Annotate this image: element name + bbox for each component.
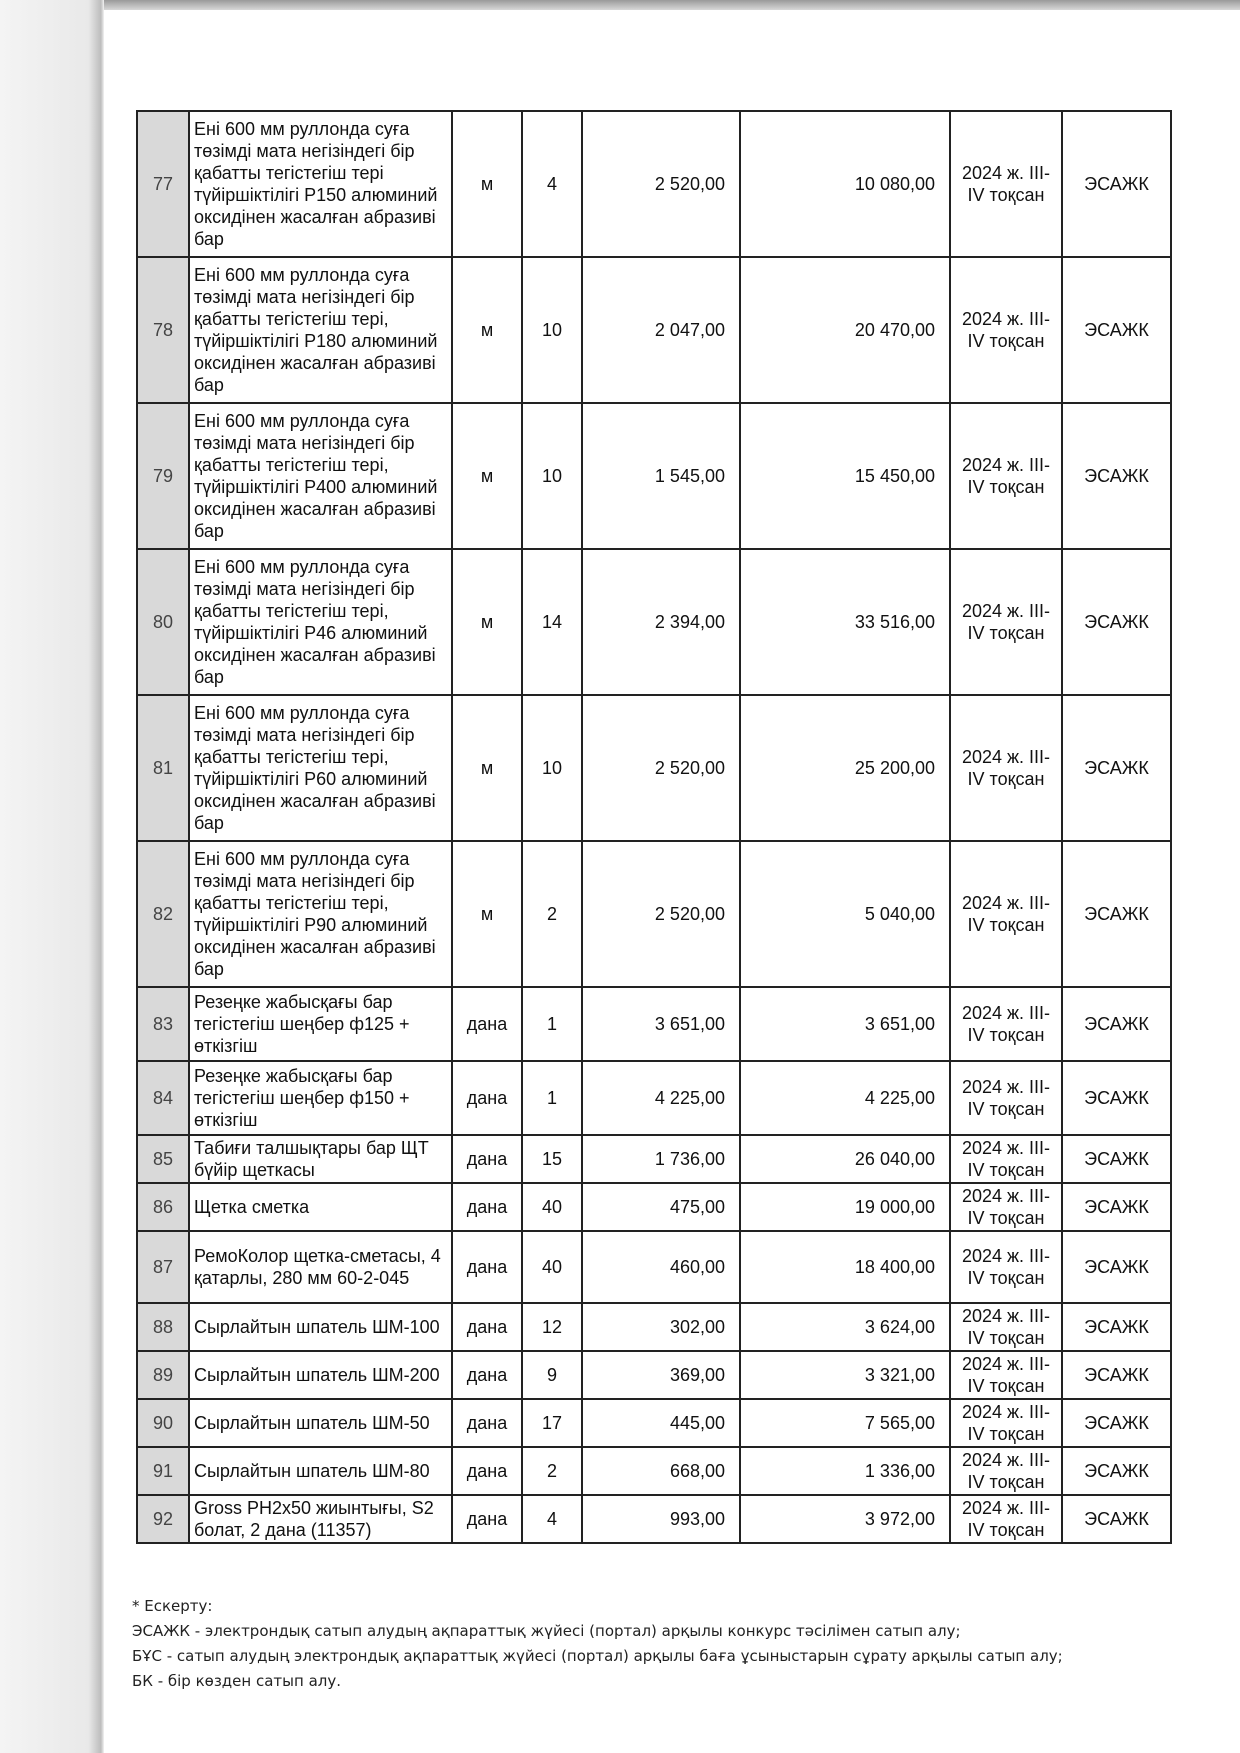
- cell-row-number: 77: [137, 111, 189, 257]
- cell-total-amount: 19 000,00: [740, 1183, 950, 1231]
- footnote-title: * Ескерту:: [132, 1597, 213, 1615]
- cell-item-name: Сырлайтын шпатель ШМ-200: [189, 1351, 452, 1399]
- table-row: [137, 1135, 1171, 1183]
- table-row: [137, 695, 1171, 841]
- cell-unit-price: 369,00: [582, 1351, 740, 1399]
- footnote-line-esazhk: ЭСАЖК - электрондық сатып алудың ақпараттық жүйесі (портал) арқылы конкурс тәсілімен сатып алу;: [132, 1622, 961, 1640]
- cell-delivery-period: 2024 ж. III-IV тоқсан: [950, 403, 1062, 549]
- cell-total-amount: 3 321,00: [740, 1351, 950, 1399]
- cell-quantity: 14: [522, 549, 582, 695]
- cell-item-name: Щетка сметка: [189, 1183, 452, 1231]
- table-body: [137, 111, 1171, 1543]
- cell-total-amount: 7 565,00: [740, 1399, 950, 1447]
- table-row: [137, 1447, 1171, 1495]
- cell-total-amount: 25 200,00: [740, 695, 950, 841]
- cell-item-name: Ені 600 мм руллонда суға төзімді мата негізіндегі бір қабатты тегістегіш тері, түйіршіктілігі P46 алюминий оксидінен жасалған абразиві бар: [189, 549, 452, 695]
- cell-quantity: 9: [522, 1351, 582, 1399]
- cell-unit: дана: [452, 1183, 522, 1231]
- cell-unit-price: 2 520,00: [582, 695, 740, 841]
- cell-item-name: РемоКолор щетка-сметасы, 4 қатарлы, 280 мм 60-2-045: [189, 1231, 452, 1303]
- cell-row-number: 91: [137, 1447, 189, 1495]
- scan-edge-top: [0, 0, 1240, 10]
- cell-unit: дана: [452, 1135, 522, 1183]
- cell-procurement-method: ЭСАЖК: [1062, 1495, 1171, 1543]
- cell-unit: дана: [452, 1495, 522, 1543]
- cell-row-number: 84: [137, 1061, 189, 1135]
- cell-row-number: 78: [137, 257, 189, 403]
- cell-total-amount: 3 624,00: [740, 1303, 950, 1351]
- cell-unit: дана: [452, 1351, 522, 1399]
- cell-procurement-method: ЭСАЖК: [1062, 549, 1171, 695]
- cell-delivery-period: 2024 ж. III-IV тоқсан: [950, 1495, 1062, 1543]
- cell-total-amount: 33 516,00: [740, 549, 950, 695]
- table-row: [137, 1399, 1171, 1447]
- cell-procurement-method: ЭСАЖК: [1062, 403, 1171, 549]
- cell-unit: дана: [452, 1447, 522, 1495]
- cell-item-name: Сырлайтын шпатель ШМ-50: [189, 1399, 452, 1447]
- cell-procurement-method: ЭСАЖК: [1062, 1351, 1171, 1399]
- cell-unit-price: 4 225,00: [582, 1061, 740, 1135]
- cell-delivery-period: 2024 ж. III-IV тоқсан: [950, 987, 1062, 1061]
- cell-item-name: Ені 600 мм руллонда суға төзімді мата негізіндегі бір қабатты тегістегіш тері, түйіршіктілігі P60 алюминий оксидінен жасалған абразиві бар: [189, 695, 452, 841]
- cell-unit: м: [452, 841, 522, 987]
- cell-item-name: Сырлайтын шпатель ШМ-80: [189, 1447, 452, 1495]
- table-row: [137, 257, 1171, 403]
- cell-total-amount: 3 651,00: [740, 987, 950, 1061]
- cell-quantity: 15: [522, 1135, 582, 1183]
- procurement-table: [136, 110, 1172, 1544]
- cell-quantity: 4: [522, 111, 582, 257]
- cell-quantity: 12: [522, 1303, 582, 1351]
- cell-total-amount: 5 040,00: [740, 841, 950, 987]
- cell-row-number: 83: [137, 987, 189, 1061]
- cell-delivery-period: 2024 ж. III-IV тоқсан: [950, 257, 1062, 403]
- table-row: [137, 111, 1171, 257]
- footnote-block: [132, 1594, 1192, 1694]
- cell-procurement-method: ЭСАЖК: [1062, 1183, 1171, 1231]
- cell-item-name: Ені 600 мм руллонда суға төзімді мата негізіндегі бір қабатты тегістегіш тері түйіршіктілігі P150 алюминий оксидінен жасалған абразиві бар: [189, 111, 452, 257]
- cell-total-amount: 3 972,00: [740, 1495, 950, 1543]
- cell-delivery-period: 2024 ж. III-IV тоқсан: [950, 695, 1062, 841]
- cell-delivery-period: 2024 ж. III-IV тоқсан: [950, 1231, 1062, 1303]
- cell-quantity: 4: [522, 1495, 582, 1543]
- cell-row-number: 88: [137, 1303, 189, 1351]
- cell-procurement-method: ЭСАЖК: [1062, 1303, 1171, 1351]
- cell-item-name: Gross PH2x50 жиынтығы, S2 болат, 2 дана (11357): [189, 1495, 452, 1543]
- cell-quantity: 2: [522, 1447, 582, 1495]
- cell-unit: дана: [452, 1231, 522, 1303]
- cell-total-amount: 4 225,00: [740, 1061, 950, 1135]
- cell-quantity: 10: [522, 695, 582, 841]
- cell-delivery-period: 2024 ж. III-IV тоқсан: [950, 841, 1062, 987]
- cell-unit-price: 2 520,00: [582, 111, 740, 257]
- cell-row-number: 85: [137, 1135, 189, 1183]
- cell-quantity: 2: [522, 841, 582, 987]
- cell-unit-price: 2 394,00: [582, 549, 740, 695]
- cell-unit: дана: [452, 1303, 522, 1351]
- cell-unit-price: 2 520,00: [582, 841, 740, 987]
- cell-row-number: 90: [137, 1399, 189, 1447]
- table-row: [137, 1351, 1171, 1399]
- cell-total-amount: 15 450,00: [740, 403, 950, 549]
- cell-delivery-period: 2024 ж. III-IV тоқсан: [950, 1303, 1062, 1351]
- table-row: [137, 987, 1171, 1061]
- cell-row-number: 81: [137, 695, 189, 841]
- cell-item-name: Табиғи талшықтары бар ЩТ бүйір щеткасы: [189, 1135, 452, 1183]
- cell-row-number: 89: [137, 1351, 189, 1399]
- cell-unit-price: 302,00: [582, 1303, 740, 1351]
- cell-row-number: 79: [137, 403, 189, 549]
- cell-total-amount: 20 470,00: [740, 257, 950, 403]
- cell-unit-price: 460,00: [582, 1231, 740, 1303]
- table-row: [137, 841, 1171, 987]
- cell-unit: м: [452, 257, 522, 403]
- cell-unit-price: 445,00: [582, 1399, 740, 1447]
- cell-unit-price: 2 047,00: [582, 257, 740, 403]
- cell-row-number: 92: [137, 1495, 189, 1543]
- cell-unit-price: 668,00: [582, 1447, 740, 1495]
- cell-total-amount: 10 080,00: [740, 111, 950, 257]
- table-row: [137, 1231, 1171, 1303]
- footnote-line-bk: БК - бір көзден сатып алу.: [132, 1672, 342, 1690]
- cell-unit: дана: [452, 1399, 522, 1447]
- cell-delivery-period: 2024 ж. III-IV тоқсан: [950, 1447, 1062, 1495]
- scan-edge-left: [0, 0, 104, 1753]
- cell-unit-price: 3 651,00: [582, 987, 740, 1061]
- cell-unit: м: [452, 695, 522, 841]
- table-row: [137, 1495, 1171, 1543]
- cell-quantity: 40: [522, 1231, 582, 1303]
- cell-unit-price: 475,00: [582, 1183, 740, 1231]
- cell-total-amount: 1 336,00: [740, 1447, 950, 1495]
- cell-total-amount: 18 400,00: [740, 1231, 950, 1303]
- cell-procurement-method: ЭСАЖК: [1062, 1231, 1171, 1303]
- cell-item-name: Резеңке жабысқағы бар тегістегіш шеңбер ф125 + өткізгіш: [189, 987, 452, 1061]
- cell-procurement-method: ЭСАЖК: [1062, 1061, 1171, 1135]
- cell-procurement-method: ЭСАЖК: [1062, 111, 1171, 257]
- cell-quantity: 17: [522, 1399, 582, 1447]
- cell-unit-price: 1 545,00: [582, 403, 740, 549]
- table-row: [137, 1303, 1171, 1351]
- cell-row-number: 86: [137, 1183, 189, 1231]
- cell-row-number: 87: [137, 1231, 189, 1303]
- cell-delivery-period: 2024 ж. III-IV тоқсан: [950, 1183, 1062, 1231]
- procurement-table-container: [136, 110, 1170, 1544]
- table-row: [137, 403, 1171, 549]
- cell-procurement-method: ЭСАЖК: [1062, 841, 1171, 987]
- cell-row-number: 82: [137, 841, 189, 987]
- cell-item-name: Резеңке жабысқағы бар тегістегіш шеңбер ф150 + өткізгіш: [189, 1061, 452, 1135]
- cell-item-name: Сырлайтын шпатель ШМ-100: [189, 1303, 452, 1351]
- cell-quantity: 1: [522, 987, 582, 1061]
- table-row: [137, 1183, 1171, 1231]
- cell-procurement-method: ЭСАЖК: [1062, 1447, 1171, 1495]
- footnote-line-bus: БҰС - сатып алудың электрондық ақпараттық жүйесі (портал) арқылы баға ұсыныстарын сұрату арқылы сатып алу;: [132, 1647, 1063, 1665]
- cell-quantity: 10: [522, 257, 582, 403]
- cell-delivery-period: 2024 ж. III-IV тоқсан: [950, 111, 1062, 257]
- cell-delivery-period: 2024 ж. III-IV тоқсан: [950, 1399, 1062, 1447]
- cell-unit: дана: [452, 987, 522, 1061]
- cell-procurement-method: ЭСАЖК: [1062, 1135, 1171, 1183]
- cell-quantity: 1: [522, 1061, 582, 1135]
- cell-unit-price: 993,00: [582, 1495, 740, 1543]
- cell-unit: м: [452, 111, 522, 257]
- cell-item-name: Ені 600 мм руллонда суға төзімді мата негізіндегі бір қабатты тегістегіш тері, түйіршіктілігі P180 алюминий оксидінен жасалған абразиві бар: [189, 257, 452, 403]
- cell-unit: м: [452, 403, 522, 549]
- cell-row-number: 80: [137, 549, 189, 695]
- cell-unit: м: [452, 549, 522, 695]
- cell-procurement-method: ЭСАЖК: [1062, 257, 1171, 403]
- cell-item-name: Ені 600 мм руллонда суға төзімді мата негізіндегі бір қабатты тегістегіш тері, түйіршіктілігі P90 алюминий оксидінен жасалған абразиві бар: [189, 841, 452, 987]
- cell-procurement-method: ЭСАЖК: [1062, 1399, 1171, 1447]
- cell-procurement-method: ЭСАЖК: [1062, 695, 1171, 841]
- cell-quantity: 10: [522, 403, 582, 549]
- cell-item-name: Ені 600 мм руллонда суға төзімді мата негізіндегі бір қабатты тегістегіш тері, түйіршіктілігі P400 алюминий оксидінен жасалған абразиві бар: [189, 403, 452, 549]
- cell-procurement-method: ЭСАЖК: [1062, 987, 1171, 1061]
- cell-total-amount: 26 040,00: [740, 1135, 950, 1183]
- cell-unit: дана: [452, 1061, 522, 1135]
- table-row: [137, 549, 1171, 695]
- table-row: [137, 1061, 1171, 1135]
- cell-delivery-period: 2024 ж. III-IV тоқсан: [950, 549, 1062, 695]
- cell-quantity: 40: [522, 1183, 582, 1231]
- cell-delivery-period: 2024 ж. III-IV тоқсан: [950, 1351, 1062, 1399]
- cell-delivery-period: 2024 ж. III-IV тоқсан: [950, 1061, 1062, 1135]
- cell-delivery-period: 2024 ж. III-IV тоқсан: [950, 1135, 1062, 1183]
- cell-unit-price: 1 736,00: [582, 1135, 740, 1183]
